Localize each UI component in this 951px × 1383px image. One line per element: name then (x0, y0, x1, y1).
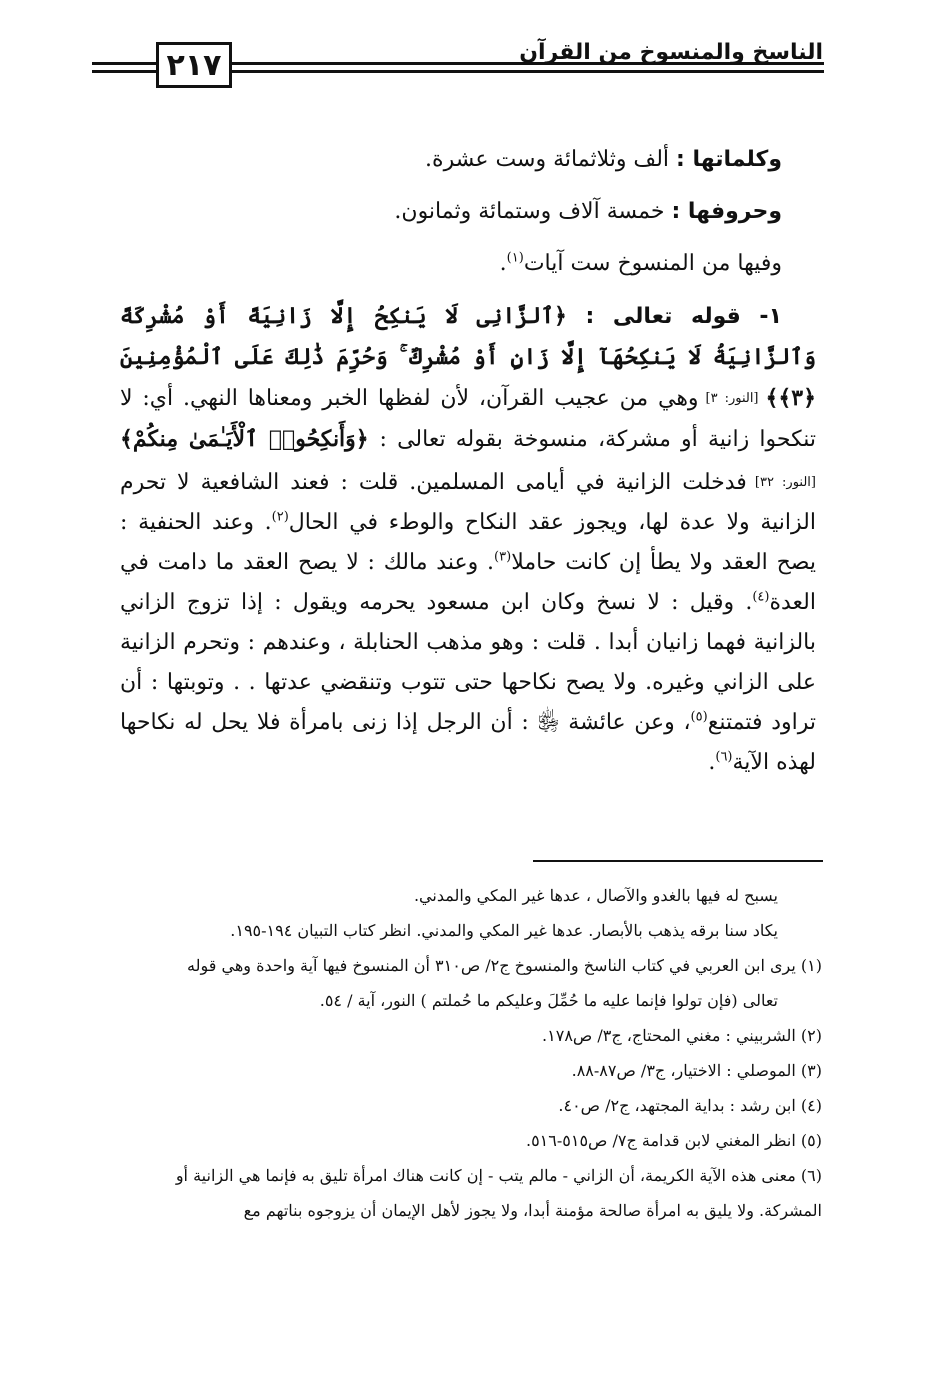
footnote-marker-5: (٥) (690, 709, 708, 725)
abrogated-count-end: . (499, 251, 507, 276)
footnote-6-line-2: المشركة. ولا يليق به امرأة صالحة مؤمنة أبدا، ولا يجوز لأهل الإيمان أن يزوجوه بناتهم مع (243, 1201, 822, 1220)
footnotes (86, 878, 822, 1228)
footnote-2: (٢) الشربيني : مغني المحتاج، ج٣/ ص١٧٨. (542, 1026, 822, 1045)
footnote-marker-3: (٣) (494, 549, 512, 565)
word-count-label: وكلماتها : (676, 147, 782, 172)
letter-count-text: خمسة آلاف وستمائة وثمانون. (394, 199, 672, 224)
running-title: الناسخ والمنسوخ من القرآن (519, 40, 823, 65)
verse-1-text-a: وهي من عجيب القرآن، لأن لفظها الخبر ومعناها النهي. أي: لا تنكحوا زانية أو مشركة، منسوخة بقوله تعالى : (120, 386, 816, 452)
verse-1-text-e: . وقيل : لا نسخ وكان ابن مسعود يحرمه ويقول : إذا تزوج الزاني بالزانية فهما زانيان أبدا . قلت : وهو مذهب الحنابلة ، وعندهم : وتحرم الزانية على الزاني وغيره. ولا يصح نكاحها حتى تتوب وتنقضي عدتها . . وتوبتها : أن تراود فتمتنع (120, 590, 816, 735)
verse-1-heading: ١- قوله تعالى : (585, 304, 782, 329)
footnote-5: (٥) انظر المغني لابن قدامة ج٧/ ص٥١٥-٥١٦. (525, 1131, 822, 1150)
abrogated-count-text: وفيها من المنسوخ ست آيات (523, 251, 782, 276)
verse-1-end: . (708, 750, 716, 775)
letter-count-label: وحروفها : (671, 199, 782, 224)
footnote-6-line-1: (٦) معنى هذه الآية الكريمة، أن الزاني - مالم يتب - إن كانت هناك امرأة تليق به فإنما هي الزانية أو (175, 1166, 822, 1185)
footnote-marker-4: (٤) (752, 589, 770, 605)
paragraph-word-count (120, 140, 816, 180)
paragraph-abrogated-count (120, 244, 816, 284)
page-number (156, 42, 232, 88)
header-rule-left-top (92, 62, 156, 65)
footnote-marker-6: (٦) (715, 749, 733, 765)
footnote-3: (٣) الموصلي : الاختيار، ج٣/ ص٨٧-٨٨. (571, 1061, 822, 1080)
word-count-text: ألف وثلاثمائة وست عشرة. (425, 147, 677, 172)
page-number-text: ٢١٧ (166, 47, 222, 83)
main-text (120, 140, 816, 783)
quran-verse-nur-32: ﴿وَأَنكِحُوا۟ ٱلْأَيَـٰمَىٰ مِنكُمْ﴾ (120, 426, 380, 452)
verse-ref-nur-3: [النور: ٣] (698, 391, 766, 406)
footnote-4: (٤) ابن رشد : بداية المجتهد، ج٢/ ص٤٠. (558, 1096, 822, 1115)
verse-1-text-d: . وعند مالك : لا يصح العقد ما دامت في العدة (120, 550, 816, 615)
header-rule-left-bottom (92, 70, 156, 73)
footnote-continuation-2: يكاد سنا برقه يذهب بالأبصار. عدها غير المكي والمدني. انظر كتاب التبيان ١٩٤-١٩٥. (230, 921, 778, 940)
footnote-marker-2: (٢) (271, 509, 289, 525)
verse-ref-nur-32: [النور: ٣٢] (746, 475, 816, 490)
paragraph-letter-count (120, 192, 816, 232)
header-rule-right-bottom (232, 70, 824, 73)
footnote-1-line-1: (١) يرى ابن العربي في كتاب الناسخ والمنسوخ ج٢/ ص٣١٠ أن المنسوخ فيها آية واحدة وهي قوله (187, 956, 822, 975)
footnote-continuation-1: يسبح له فيها بالغدو والآصال ، عدها غير المكي والمدني. (413, 886, 778, 905)
paragraph-verse-1 (120, 296, 816, 783)
footnote-separator (533, 860, 823, 862)
footnote-1-line-2: تعالى (فإن تولوا فإنما عليه ما حُمِّلَ وعليكم ما حُملتم ) النور، آية / ٥٤. (319, 991, 778, 1010)
verse-1-text-f: ، وعن عائشة ﵂ : أن الرجل إذا زنى بامرأة فلا يحل له نكاحها لهذه الآية (120, 710, 816, 775)
quran-verse-nur-3: ﴿ٱلزَّانِى لَا يَنكِحُ إِلَّا زَانِيَةً أَوْ مُشْرِكَةً وَٱلزَّانِيَةُ لَا يَنكِحُهَآ إِلَّا زَانٍ أَوْ مُشْرِكٌ ۚ وَحُرِّمَ ذَٰلِكَ عَلَى ٱلْمُؤْمِنِينَ ﴿٣﴾﴾ (120, 303, 816, 411)
verse-1-text-c: . وعند الحنفية : يصح العقد ولا يطأ إن كانت حاملا (120, 510, 816, 575)
footnote-marker-1: (١) (506, 250, 524, 266)
verse-1-text-b: فدخلت الزانية في أيامى المسلمين. قلت : فعند الشافعية لا تحرم الزانية ولا عدة لها، ويجوز عقد النكاح والوطء في الحال (120, 470, 816, 535)
